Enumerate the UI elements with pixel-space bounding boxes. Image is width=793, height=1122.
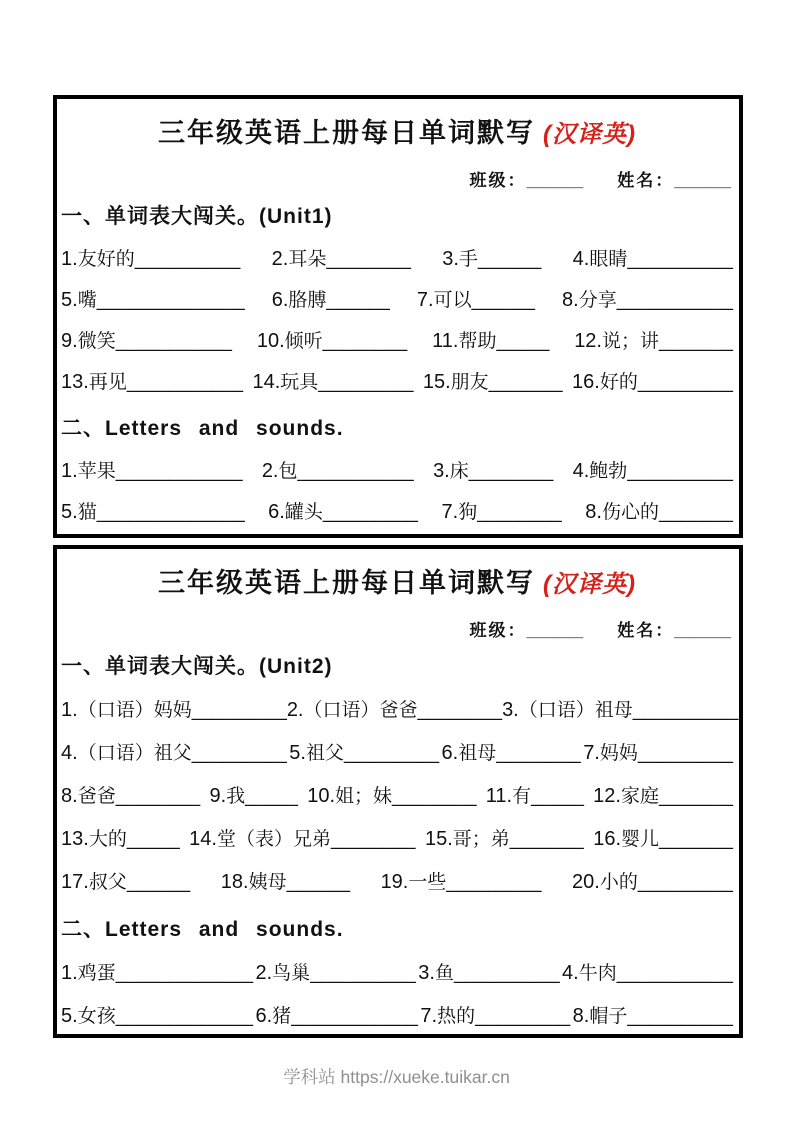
- item-label: 猪: [272, 1006, 292, 1027]
- item-label: 好的: [599, 372, 638, 393]
- answer-blank: _____________: [115, 963, 254, 984]
- answer-blank: _______: [659, 502, 733, 523]
- word-row: [61, 689, 739, 732]
- answer-blank: ________: [322, 331, 408, 352]
- answer-blank: __________: [627, 249, 733, 270]
- item-label: 床: [449, 461, 469, 482]
- item-number: 7.: [441, 501, 459, 523]
- item-number: 16.: [572, 371, 600, 393]
- item-label: 有: [512, 786, 532, 807]
- item-number: 2.: [271, 248, 289, 270]
- item-number: 12.: [593, 785, 621, 807]
- section-heading: 一、单词表大闯关。(Unit1): [61, 205, 333, 228]
- item-number: 8.: [572, 1005, 590, 1027]
- item-number: 8.: [562, 289, 579, 311]
- word-item: [433, 451, 553, 492]
- word-item: [268, 492, 418, 533]
- item-number: 1.: [61, 962, 78, 984]
- answer-blank: ______: [477, 249, 542, 270]
- name-label: 姓名：: [617, 621, 675, 640]
- answer-blank: ________: [330, 829, 416, 850]
- item-label: 女孩: [77, 1006, 116, 1027]
- word-item: [502, 689, 738, 732]
- site-footer: [0, 1064, 793, 1089]
- word-row: [61, 732, 733, 775]
- item-label: 堂（表）兄弟: [216, 829, 331, 850]
- item-label: 帽子: [589, 1006, 628, 1027]
- item-number: 2.: [255, 962, 273, 984]
- word-item: [425, 818, 584, 861]
- item-number: 6.: [255, 1005, 273, 1027]
- item-number: 4.: [562, 962, 579, 984]
- word-item: [189, 818, 415, 861]
- answer-blank: _________: [318, 372, 414, 393]
- answer-blank: _______: [488, 372, 563, 393]
- item-number: 14.: [189, 828, 217, 850]
- answer-blank: ________: [326, 249, 411, 270]
- item-label: 我: [226, 786, 246, 807]
- item-number: 13.: [61, 828, 89, 850]
- item-number: 6.: [271, 289, 289, 311]
- item-label: 牛肉: [578, 963, 617, 984]
- answer-blank: ___________: [115, 331, 232, 352]
- word-item: [61, 818, 180, 861]
- item-number: 3.: [442, 248, 459, 270]
- item-label: 帮助: [458, 331, 497, 352]
- answer-blank: ________: [392, 786, 477, 807]
- item-label: 微笑: [77, 331, 116, 352]
- word-item: [442, 492, 562, 533]
- item-label: 耳朵: [288, 249, 327, 270]
- item-label: 妈妈: [599, 743, 638, 764]
- answer-blank: ______: [126, 872, 191, 893]
- word-item: [562, 952, 733, 995]
- item-label: 包: [278, 461, 298, 482]
- item-label: 说；讲: [602, 331, 660, 352]
- word-item: [573, 451, 733, 492]
- item-label: 一些: [408, 872, 447, 893]
- item-label: 大的: [88, 829, 127, 850]
- word-item: [572, 362, 733, 403]
- answer-blank: __________: [627, 1006, 733, 1027]
- word-item: [272, 239, 411, 280]
- item-label: 鱼: [434, 963, 454, 984]
- section-heading: 一、单词表大闯关。(Unit2): [61, 655, 333, 678]
- item-number: 10.: [307, 785, 336, 807]
- answer-blank: _________: [637, 872, 733, 893]
- word-item: [61, 689, 287, 732]
- word-item: [61, 775, 200, 818]
- word-item: [585, 492, 733, 533]
- word-item: [442, 239, 541, 280]
- word-row: [61, 321, 733, 362]
- answer-blank: _____: [531, 786, 584, 807]
- item-label: 祖母: [458, 743, 497, 764]
- item-label: 狗: [458, 502, 478, 523]
- answer-blank: _________: [322, 502, 418, 523]
- word-row: [61, 239, 733, 280]
- answer-blank: ________: [477, 502, 562, 523]
- item-label: 胳膊: [288, 290, 327, 311]
- word-item: [593, 818, 733, 861]
- item-label: 叔父: [88, 872, 127, 893]
- item-number: 3.: [502, 699, 519, 721]
- item-number: 7.: [583, 742, 600, 764]
- item-label: 婴儿: [621, 829, 660, 850]
- answer-blank: ________: [417, 700, 503, 721]
- item-number: 7.: [416, 289, 434, 311]
- word-item: [289, 732, 439, 775]
- name-blank: ______: [674, 621, 731, 640]
- word-row: [61, 818, 733, 861]
- item-label: （口语）爸爸: [303, 700, 418, 721]
- word-row: [61, 861, 733, 904]
- item-number: 16.: [593, 828, 622, 850]
- answer-blank: _______: [659, 829, 733, 850]
- answer-blank: ______________: [96, 502, 245, 523]
- answer-blank: _____: [245, 786, 298, 807]
- item-label: （口语）妈妈: [77, 700, 192, 721]
- worksheet-card: [53, 545, 743, 1038]
- item-number: 9.: [209, 785, 227, 807]
- class-label: 班级：: [469, 171, 527, 190]
- card-title: [61, 561, 733, 600]
- item-label: 热的: [437, 1006, 476, 1027]
- item-number: 5.: [61, 501, 78, 523]
- word-item: [61, 280, 245, 321]
- answer-blank: _______: [509, 829, 584, 850]
- item-number: 15.: [424, 828, 453, 850]
- answer-blank: _________: [446, 872, 542, 893]
- item-label: 友好的: [77, 249, 135, 270]
- answer-blank: _________: [475, 1006, 571, 1027]
- answer-blank: __________: [627, 461, 733, 482]
- word-item: [287, 689, 502, 732]
- item-label: 姐；妹: [335, 786, 393, 807]
- word-row: [61, 280, 733, 321]
- answer-blank: _________: [637, 372, 733, 393]
- item-label: 倾听: [284, 331, 323, 352]
- word-item: [61, 492, 245, 533]
- word-item: [262, 451, 414, 492]
- item-label: 手: [458, 249, 478, 270]
- word-item: [562, 280, 733, 321]
- answer-blank: _______: [659, 331, 733, 352]
- answer-blank: _________: [191, 700, 287, 721]
- answer-blank: ______: [286, 872, 351, 893]
- answer-blank: ___________: [297, 461, 414, 482]
- answer-blank: _________: [191, 743, 287, 764]
- word-item: [209, 775, 298, 818]
- word-item: [381, 861, 542, 904]
- word-item: [442, 732, 581, 775]
- item-label: 鸡蛋: [77, 963, 116, 984]
- item-label: 鲍勃: [589, 461, 628, 482]
- word-item: [257, 321, 407, 362]
- item-label: 可以: [433, 290, 472, 311]
- word-item: [593, 775, 733, 818]
- word-item: [420, 995, 570, 1038]
- word-item: [486, 775, 584, 818]
- word-item: [61, 861, 190, 904]
- item-label: 伤心的: [601, 502, 659, 523]
- item-number: 1.: [61, 248, 78, 270]
- answer-blank: ________: [115, 786, 201, 807]
- answer-blank: _______: [659, 786, 733, 807]
- word-item: [61, 451, 243, 492]
- item-number: 17.: [61, 871, 89, 893]
- footer-text: 学科站 https://xueke.tuikar.cn: [283, 1067, 510, 1087]
- word-item: [573, 995, 733, 1038]
- item-label: 鸟巢: [272, 963, 311, 984]
- item-label: 祖父: [305, 743, 344, 764]
- class-name-line: [61, 616, 733, 641]
- word-item: [583, 732, 733, 775]
- item-number: 4.: [61, 742, 78, 764]
- answer-blank: ________: [468, 461, 554, 482]
- word-item: [221, 861, 350, 904]
- word-row: [61, 492, 733, 533]
- word-item: [61, 952, 253, 995]
- item-label: 朋友: [450, 372, 489, 393]
- item-number: 10.: [256, 330, 285, 352]
- item-label: （口语）祖父: [77, 743, 192, 764]
- worksheet-cards: [53, 95, 743, 1038]
- item-number: 11.: [485, 785, 513, 807]
- answer-blank: ___________: [616, 963, 733, 984]
- item-number: 2.: [261, 460, 279, 482]
- item-number: 6.: [441, 742, 459, 764]
- word-item: [423, 362, 563, 403]
- item-number: 15.: [422, 371, 451, 393]
- item-number: 7.: [420, 1005, 438, 1027]
- word-item: [432, 321, 549, 362]
- answer-blank: _________: [637, 743, 733, 764]
- item-number: 18.: [220, 871, 249, 893]
- item-number: 1.: [61, 460, 78, 482]
- item-label: 姨母: [248, 872, 287, 893]
- item-label: 分享: [578, 290, 617, 311]
- item-number: 20.: [572, 871, 600, 893]
- item-number: 2.: [286, 699, 304, 721]
- answer-blank: _________: [343, 743, 440, 764]
- word-item: [61, 239, 240, 280]
- class-label: 班级：: [469, 621, 527, 640]
- item-number: 8.: [585, 501, 602, 523]
- word-item: [255, 995, 418, 1038]
- name-blank: ______: [674, 171, 731, 190]
- answer-blank: __________: [632, 700, 739, 721]
- word-item: [573, 239, 733, 280]
- word-item: [307, 775, 476, 818]
- class-name-line: [61, 166, 733, 191]
- answer-blank: ____________: [291, 1006, 418, 1027]
- word-item: [417, 280, 535, 321]
- answer-blank: ______: [471, 290, 535, 311]
- word-item: [255, 952, 415, 995]
- section-heading: 二、Letters and sounds.: [61, 417, 344, 440]
- item-number: 4.: [572, 460, 590, 482]
- item-label: 再见: [88, 372, 127, 393]
- item-label: 苹果: [77, 461, 116, 482]
- item-number: 13.: [61, 371, 89, 393]
- card-title-note: (汉译英): [543, 571, 636, 598]
- answer-blank: __________: [310, 963, 416, 984]
- answer-blank: __________: [453, 963, 560, 984]
- item-label: 玩具: [280, 372, 319, 393]
- item-number: 5.: [289, 742, 306, 764]
- word-item: [252, 362, 413, 403]
- word-row: [61, 362, 733, 403]
- answer-blank: _____: [496, 331, 550, 352]
- word-row: [61, 995, 733, 1038]
- item-label: 小的: [599, 872, 638, 893]
- item-number: 5.: [61, 289, 78, 311]
- item-number: 14.: [252, 371, 281, 393]
- card-title-note: (汉译英): [543, 121, 636, 148]
- item-number: 1.: [61, 699, 78, 721]
- item-number: 3.: [418, 962, 435, 984]
- word-item: [61, 995, 253, 1038]
- answer-blank: ____________: [115, 461, 243, 482]
- item-label: 眼睛: [589, 249, 628, 270]
- answer-blank: ______________: [96, 290, 245, 311]
- word-item: [61, 321, 232, 362]
- word-item: [61, 732, 287, 775]
- item-number: 19.: [380, 871, 409, 893]
- item-number: 5.: [61, 1005, 78, 1027]
- item-label: 罐头: [284, 502, 323, 523]
- section-heading: 二、Letters and sounds.: [61, 918, 344, 941]
- item-label: 嘴: [77, 290, 97, 311]
- worksheet-card: [53, 95, 743, 538]
- answer-blank: ________: [496, 743, 581, 764]
- item-label: 猫: [77, 502, 97, 523]
- item-number: 9.: [61, 330, 78, 352]
- class-blank: ______: [526, 171, 584, 190]
- class-blank: ______: [526, 621, 584, 640]
- card-sections: [61, 645, 739, 1038]
- name-label: 姓名：: [617, 171, 675, 190]
- answer-blank: _____: [126, 829, 180, 850]
- card-title: [61, 111, 733, 150]
- card-title-text: 三年级英语上册每日单词默写: [158, 118, 535, 148]
- answer-blank: ______: [326, 290, 390, 311]
- item-number: 4.: [572, 248, 590, 270]
- word-row: [61, 451, 733, 492]
- item-label: 爸爸: [77, 786, 116, 807]
- card-sections: [61, 195, 733, 533]
- word-item: [272, 280, 390, 321]
- word-item: [574, 321, 733, 362]
- word-item: [572, 861, 733, 904]
- item-label: 家庭: [620, 786, 659, 807]
- item-number: 6.: [268, 501, 285, 523]
- word-row: [61, 775, 733, 818]
- item-number: 12.: [574, 330, 602, 352]
- word-item: [418, 952, 559, 995]
- answer-blank: _____________: [115, 1006, 254, 1027]
- answer-blank: ___________: [616, 290, 733, 311]
- word-row: [61, 952, 733, 995]
- item-number: 3.: [433, 460, 450, 482]
- word-item: [61, 362, 243, 403]
- item-label: （口语）祖母: [518, 700, 633, 721]
- answer-blank: __________: [134, 249, 241, 270]
- item-label: 哥；弟: [452, 829, 510, 850]
- answer-blank: ___________: [126, 372, 244, 393]
- item-number: 8.: [61, 785, 78, 807]
- item-number: 11.: [432, 330, 459, 352]
- card-title-text: 三年级英语上册每日单词默写: [158, 568, 535, 598]
